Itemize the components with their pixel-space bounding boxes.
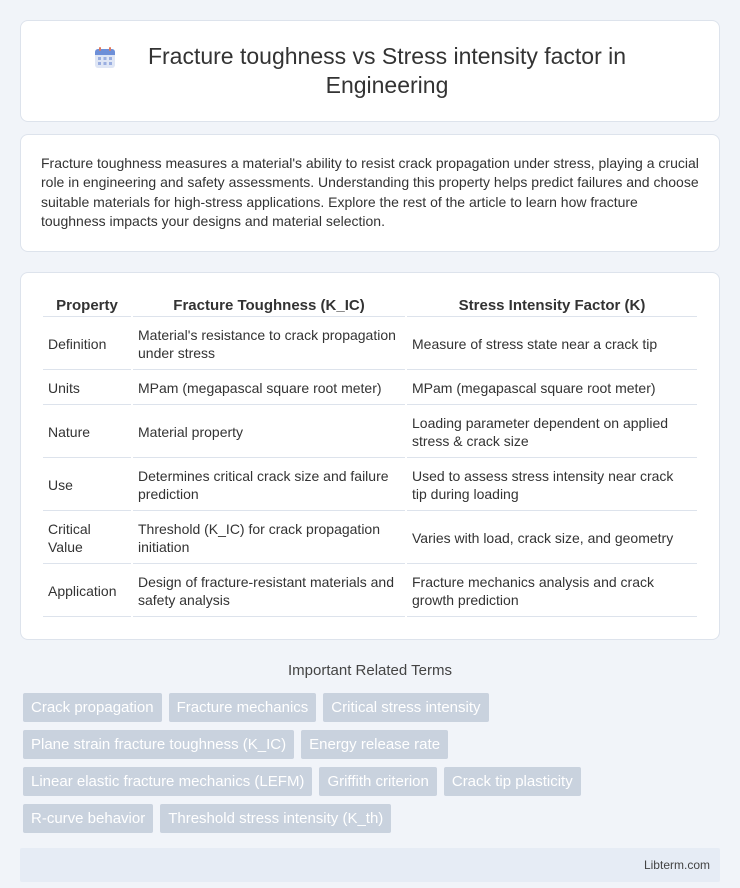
table-row	[43, 319, 697, 370]
row-fracture-toughness: Material's resistance to crack propagation under stress	[133, 319, 405, 370]
calendar-icon	[93, 46, 117, 70]
related-terms-tags	[20, 693, 720, 833]
row-stress-intensity: Used to assess stress intensity near crack tip during loading	[407, 460, 697, 511]
tag-energy-release-rate[interactable]: Energy release rate	[301, 730, 448, 759]
related-terms-section	[20, 662, 720, 833]
page-title: Fracture toughness vs Stress intensity factor in Engineering	[147, 43, 627, 98]
header-card	[20, 20, 720, 122]
table-row	[43, 513, 697, 564]
tag-crack-propagation[interactable]: Crack propagation	[23, 693, 162, 722]
header-property: Property	[43, 295, 131, 317]
tag-crack-tip-plasticity[interactable]: Crack tip plasticity	[444, 767, 581, 796]
header-stress-intensity: Stress Intensity Factor (K)	[407, 295, 697, 317]
row-stress-intensity: Varies with load, crack size, and geometry	[407, 513, 697, 564]
tag-fracture-mechanics[interactable]: Fracture mechanics	[169, 693, 317, 722]
table-row	[43, 566, 697, 617]
row-property: Application	[43, 566, 131, 617]
row-property: Definition	[43, 319, 131, 370]
tag-lefm[interactable]: Linear elastic fracture mechanics (LEFM)	[23, 767, 312, 796]
table-header-row	[43, 295, 697, 317]
row-fracture-toughness: MPam (megapascal square root meter)	[133, 372, 405, 405]
row-fracture-toughness: Material property	[133, 407, 405, 458]
table-row	[43, 372, 697, 405]
footer	[20, 848, 720, 882]
header-fracture-toughness: Fracture Toughness (K_IC)	[133, 295, 405, 317]
comparison-table-card	[20, 272, 720, 640]
tag-r-curve-behavior[interactable]: R-curve behavior	[23, 804, 153, 833]
related-terms-title: Important Related Terms	[288, 662, 452, 680]
row-stress-intensity: Measure of stress state near a crack tip	[407, 319, 697, 370]
intro-card	[20, 134, 720, 252]
table-row	[43, 460, 697, 511]
row-property: Nature	[43, 407, 131, 458]
tag-critical-stress-intensity[interactable]: Critical stress intensity	[323, 693, 488, 722]
row-stress-intensity: MPam (megapascal square root meter)	[407, 372, 697, 405]
row-property: Units	[43, 372, 131, 405]
row-property: Critical Value	[43, 513, 131, 564]
row-stress-intensity: Fracture mechanics analysis and crack growth prediction	[407, 566, 697, 617]
row-fracture-toughness: Design of fracture-resistant materials and safety analysis	[133, 566, 405, 617]
comparison-table	[41, 293, 699, 619]
tag-griffith-criterion[interactable]: Griffith criterion	[319, 767, 436, 796]
row-fracture-toughness: Threshold (K_IC) for crack propagation initiation	[133, 513, 405, 564]
intro-text: Fracture toughness measures a material's ability to resist crack propagation under stress, playing a crucial role in engineering and safety assessments. Understanding this property helps predict failures and choose suitable materials for high-stress applications. Explore the rest of the article to learn how fracture toughness impacts your designs and material selection.	[41, 155, 699, 229]
tag-threshold-stress-intensity[interactable]: Threshold stress intensity (K_th)	[160, 804, 391, 833]
footer-site-link[interactable]: Libterm.com	[643, 858, 710, 873]
tag-plane-strain-fracture-toughness[interactable]: Plane strain fracture toughness (K_IC)	[23, 730, 294, 759]
row-property: Use	[43, 460, 131, 511]
table-row	[43, 407, 697, 458]
row-stress-intensity: Loading parameter dependent on applied stress & crack size	[407, 407, 697, 458]
row-fracture-toughness: Determines critical crack size and failure prediction	[133, 460, 405, 511]
